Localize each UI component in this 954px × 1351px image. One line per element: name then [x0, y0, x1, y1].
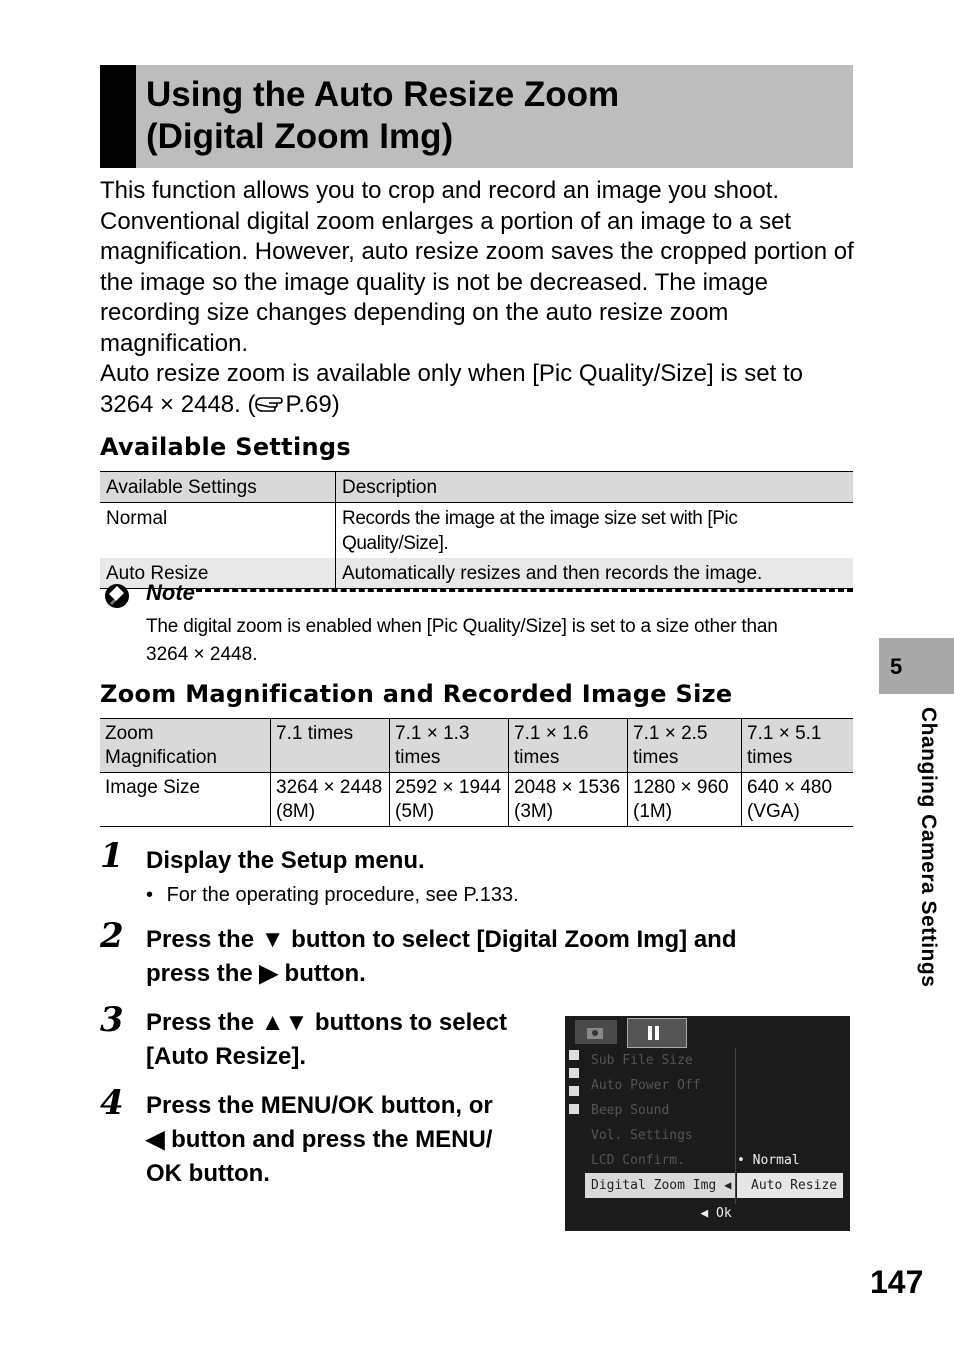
step-text: Display the Setup menu. [146, 847, 425, 874]
table-cell: 1280 × 960 (1M) [628, 773, 742, 827]
step-number: 4 [100, 1083, 124, 1123]
page-title: Using the Auto Resize Zoom (Digital Zoom Img) [146, 75, 620, 156]
table-cell: 2048 × 1536 (3M) [509, 773, 628, 827]
table-header-cell: 7.1 × 1.6 times [509, 719, 628, 773]
step-number: 3 [100, 1000, 124, 1040]
bullet-item: • For the operating procedure, see P.133. [146, 884, 519, 906]
table-header-row [100, 472, 853, 503]
right-triangle-icon: ▶ [259, 960, 278, 987]
table-header-cell: Description [336, 472, 854, 503]
table-cell: 2592 × 1944 (5M) [390, 773, 509, 827]
table-header-cell: Zoom Magnification [100, 719, 271, 773]
camera-icon [575, 1020, 617, 1044]
table-header-cell: 7.1 × 2.5 times [628, 719, 742, 773]
menu-item[interactable]: Sub File Size [591, 1053, 693, 1068]
ok-footer[interactable]: ◀ Ok [700, 1206, 732, 1221]
page-number: 147 [870, 1264, 924, 1300]
note-text: The digital zoom is enabled when [Pic Quality/Size] is set to a size other than 3264 × 2448. [146, 616, 778, 665]
intro-paragraph-1: This function allows you to crop and record an image you shoot. Conventional digital zoom enlarges a portion of an image to a set magnification. However, auto resize zoom saves the cropped portion of the image so the image quality is not be decreased. The image recording size changes depending on the auto resize zoom magnification. [100, 177, 854, 357]
table-header-cell: 7.1 times [271, 719, 390, 773]
intro-paragraph-2: Auto resize zoom is available only when [Pic Quality/Size] is set to 3264 × 2448. ( P.69) [100, 360, 803, 418]
setup-tab [627, 1018, 687, 1048]
table-cell: 640 × 480 (VGA) [742, 773, 854, 827]
setup-icon [628, 1019, 686, 1047]
available-settings-heading: Available Settings [100, 433, 351, 461]
page-marker-icon [569, 1086, 579, 1096]
table-header-cell: 7.1 × 1.3 times [390, 719, 509, 773]
table-row [100, 773, 853, 827]
page-marker-icon [569, 1050, 579, 1060]
table-cell: Auto Resize [100, 558, 336, 589]
left-arrow-icon: ◀ [700, 1206, 709, 1221]
table-header-cell: Available Settings [100, 472, 336, 503]
camera-screen [565, 1016, 850, 1231]
left-arrow-icon: ◀ [724, 1178, 732, 1192]
menu-item[interactable]: Auto Power Off [591, 1078, 701, 1093]
menu-item[interactable]: Beep Sound [591, 1103, 670, 1118]
page-marker-icon [569, 1068, 579, 1078]
step-number: 1 [100, 836, 124, 876]
step-text: Press the MENU/OK button, or ◀ button and press the MENU/ OK button. [146, 1092, 493, 1187]
option-auto-resize[interactable]: Auto Resize [737, 1173, 843, 1198]
note-pencil-icon [103, 581, 131, 609]
left-triangle-icon: ◀ [146, 1126, 165, 1153]
table-cell: Normal [100, 503, 336, 559]
chapter-title: Changing Camera Settings [917, 707, 940, 988]
table-row [100, 558, 853, 589]
note-divider [196, 589, 853, 592]
table-header-cell: 7.1 × 5.1 times [742, 719, 854, 773]
page-marker-icon [569, 1104, 579, 1114]
menu-item-selected[interactable]: Digital Zoom Img ◀ [585, 1173, 735, 1198]
available-settings-table [100, 471, 853, 589]
table-row [100, 503, 853, 559]
menu-item[interactable]: LCD Confirm. [591, 1153, 685, 1168]
up-down-triangle-icon: ▲▼ [260, 1009, 309, 1036]
hand-pointer-icon [255, 394, 285, 414]
note-label: Note [146, 580, 195, 605]
down-triangle-icon: ▼ [260, 926, 285, 953]
table-cell: Automatically resizes and then records the image. [336, 558, 854, 589]
zoom-heading: Zoom Magnification and Recorded Image Size [100, 680, 733, 708]
zoom-table [100, 718, 853, 827]
step-number: 2 [100, 916, 124, 956]
menu-item[interactable]: Vol. Settings [591, 1128, 693, 1143]
chapter-number: 5 [890, 654, 903, 679]
camera-tab [575, 1020, 617, 1044]
table-cell: Records the image at the image size set with [Pic Quality/Size]. [342, 508, 738, 554]
step-text: Press the ▲▼ buttons to select [Auto Resize]. [146, 1009, 507, 1070]
title-accent-bar [100, 65, 136, 168]
option-normal[interactable]: • Normal [737, 1153, 800, 1168]
table-cell: 3264 × 2448 (8M) [271, 773, 390, 827]
table-cell: Image Size [100, 773, 271, 827]
step-text: Press the ▼ button to select [Digital Zoom Img] and press the ▶ button. [146, 926, 737, 987]
intro-text [100, 176, 860, 420]
table-header-row [100, 719, 853, 773]
setup-menu-list [585, 1048, 736, 1204]
